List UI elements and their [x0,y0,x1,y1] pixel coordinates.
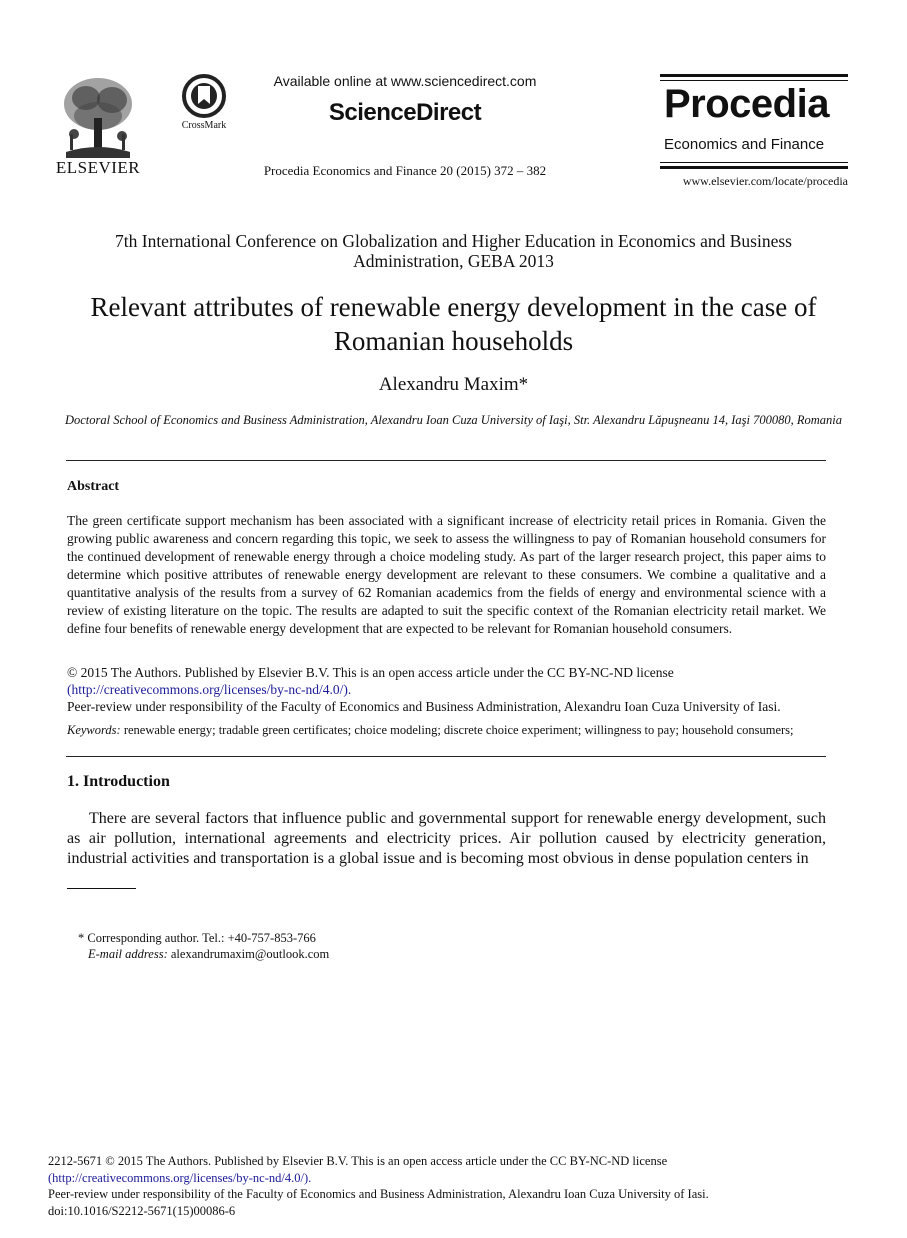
keywords-label: Keywords: [67,723,121,737]
license-line: © 2015 The Authors. Published by Elsevier B.V. This is an open access article under the CC BY-NC-ND license [67,665,674,680]
keywords-line [67,722,827,739]
divider [66,460,826,461]
keywords-list: renewable energy; tradable green certificates; choice modeling; discrete choice experiment; willingness to pay; household consumers; [123,723,794,737]
journal-reference: Procedia Economics and Finance 20 (2015) 372 – 382 [263,163,547,178]
introduction-paragraph: There are several factors that influence public and governmental support for renewable energy development, such as air pollution, international agreements and electricity prices. Air pollution caused by electricity generation, industrial activities and transportation is a global issue and is becoming most obvious in dense population centers in [67,810,826,867]
procedia-subtitle: Economics and Finance [664,136,825,153]
page-footer [48,1153,848,1219]
procedia-journal-logo [660,74,850,192]
paper-title: Relevant attributes of renewable energy development in the case of Romanian households [90,292,817,356]
elsevier-wordmark: ELSEVIER [55,158,141,177]
footer-license-url[interactable]: (http://creativecommons.org/licenses/by-nc-nd/4.0/). [48,1170,312,1185]
sciencedirect-logo[interactable]: ScienceDirect [328,99,482,126]
license-link[interactable] [67,681,827,698]
procedia-url-link[interactable]: www.elsevier.com/locate/procedia [682,174,848,188]
crossmark-icon [182,74,226,118]
abstract-heading: Abstract [67,479,120,494]
corresponding-author-note: * Corresponding author. Tel.: +40-757-853-766 [78,931,316,945]
footnote-divider [67,888,136,889]
license-url[interactable]: (http://creativecommons.org/licenses/by-nc-nd/4.0/). [67,682,352,697]
license-block [67,664,827,715]
author-name: Alexandru Maxim* [378,374,529,395]
footer-copyright: 2212-5671 © 2015 The Authors. Published by Elsevier B.V. This is an open access article under the CC BY-NC-ND license [48,1154,668,1168]
author-email[interactable]: alexandrumaxim@outlook.com [170,947,330,961]
peer-review-statement: Peer-review under responsibility of the Faculty of Economics and Business Administration, Alexandru Ioan Cuza University of Iasi. [67,699,781,714]
email-label: E-mail address: [88,947,168,961]
available-online-text: Available online at www.sciencedirect.com [273,73,537,89]
abstract-body: The green certificate support mechanism has been associated with a significant increase of electricity retail prices in Romania. Given the growing public awareness and concern regarding this topic, we seek to assess the willingness to pay of Romanian household consumers for the continued development of renewable energy through a choice modeling study. As part of the larger research project, this paper aims to determine which positive attributes of renewable energy development are relevant to these consumers. We combine a qualitative and a quantitative analysis of the results from a survey of 62 Romanian academics from the fields of energy and environmental science with a review of existing literature on the topic. The results are adapted to suit the specific context of the Romanian electricity retail market. We define four benefits of renewable energy development that are expected to be relevant for Romanian household consumers. [67,513,826,636]
section-heading-introduction: 1. Introduction [67,773,170,790]
elsevier-logo [50,74,146,178]
footer-peer-review: Peer-review under responsibility of the Faculty of Economics and Business Administration, Alexandru Ioan Cuza University of Iasi. [48,1187,709,1201]
crossmark-label: CrossMark [181,120,227,131]
divider [66,756,826,757]
author-affiliation: Doctoral School of Economics and Business Administration, Alexandru Ioan Cuza University of Iaşi, Str. Alexandru Lăpuşneanu 14, Iaşi 700080, Romania [64,413,843,427]
elsevier-tree-icon [56,74,140,158]
procedia-wordmark: Procedia [664,82,829,126]
crossmark-logo[interactable] [176,74,232,134]
footnote [78,930,578,962]
footer-doi[interactable]: doi:10.1016/S2212-5671(15)00086-6 [48,1203,236,1218]
conference-name: 7th International Conference on Globalization and Higher Education in Economics and Business Administration, GEBA 2013 [115,231,792,271]
